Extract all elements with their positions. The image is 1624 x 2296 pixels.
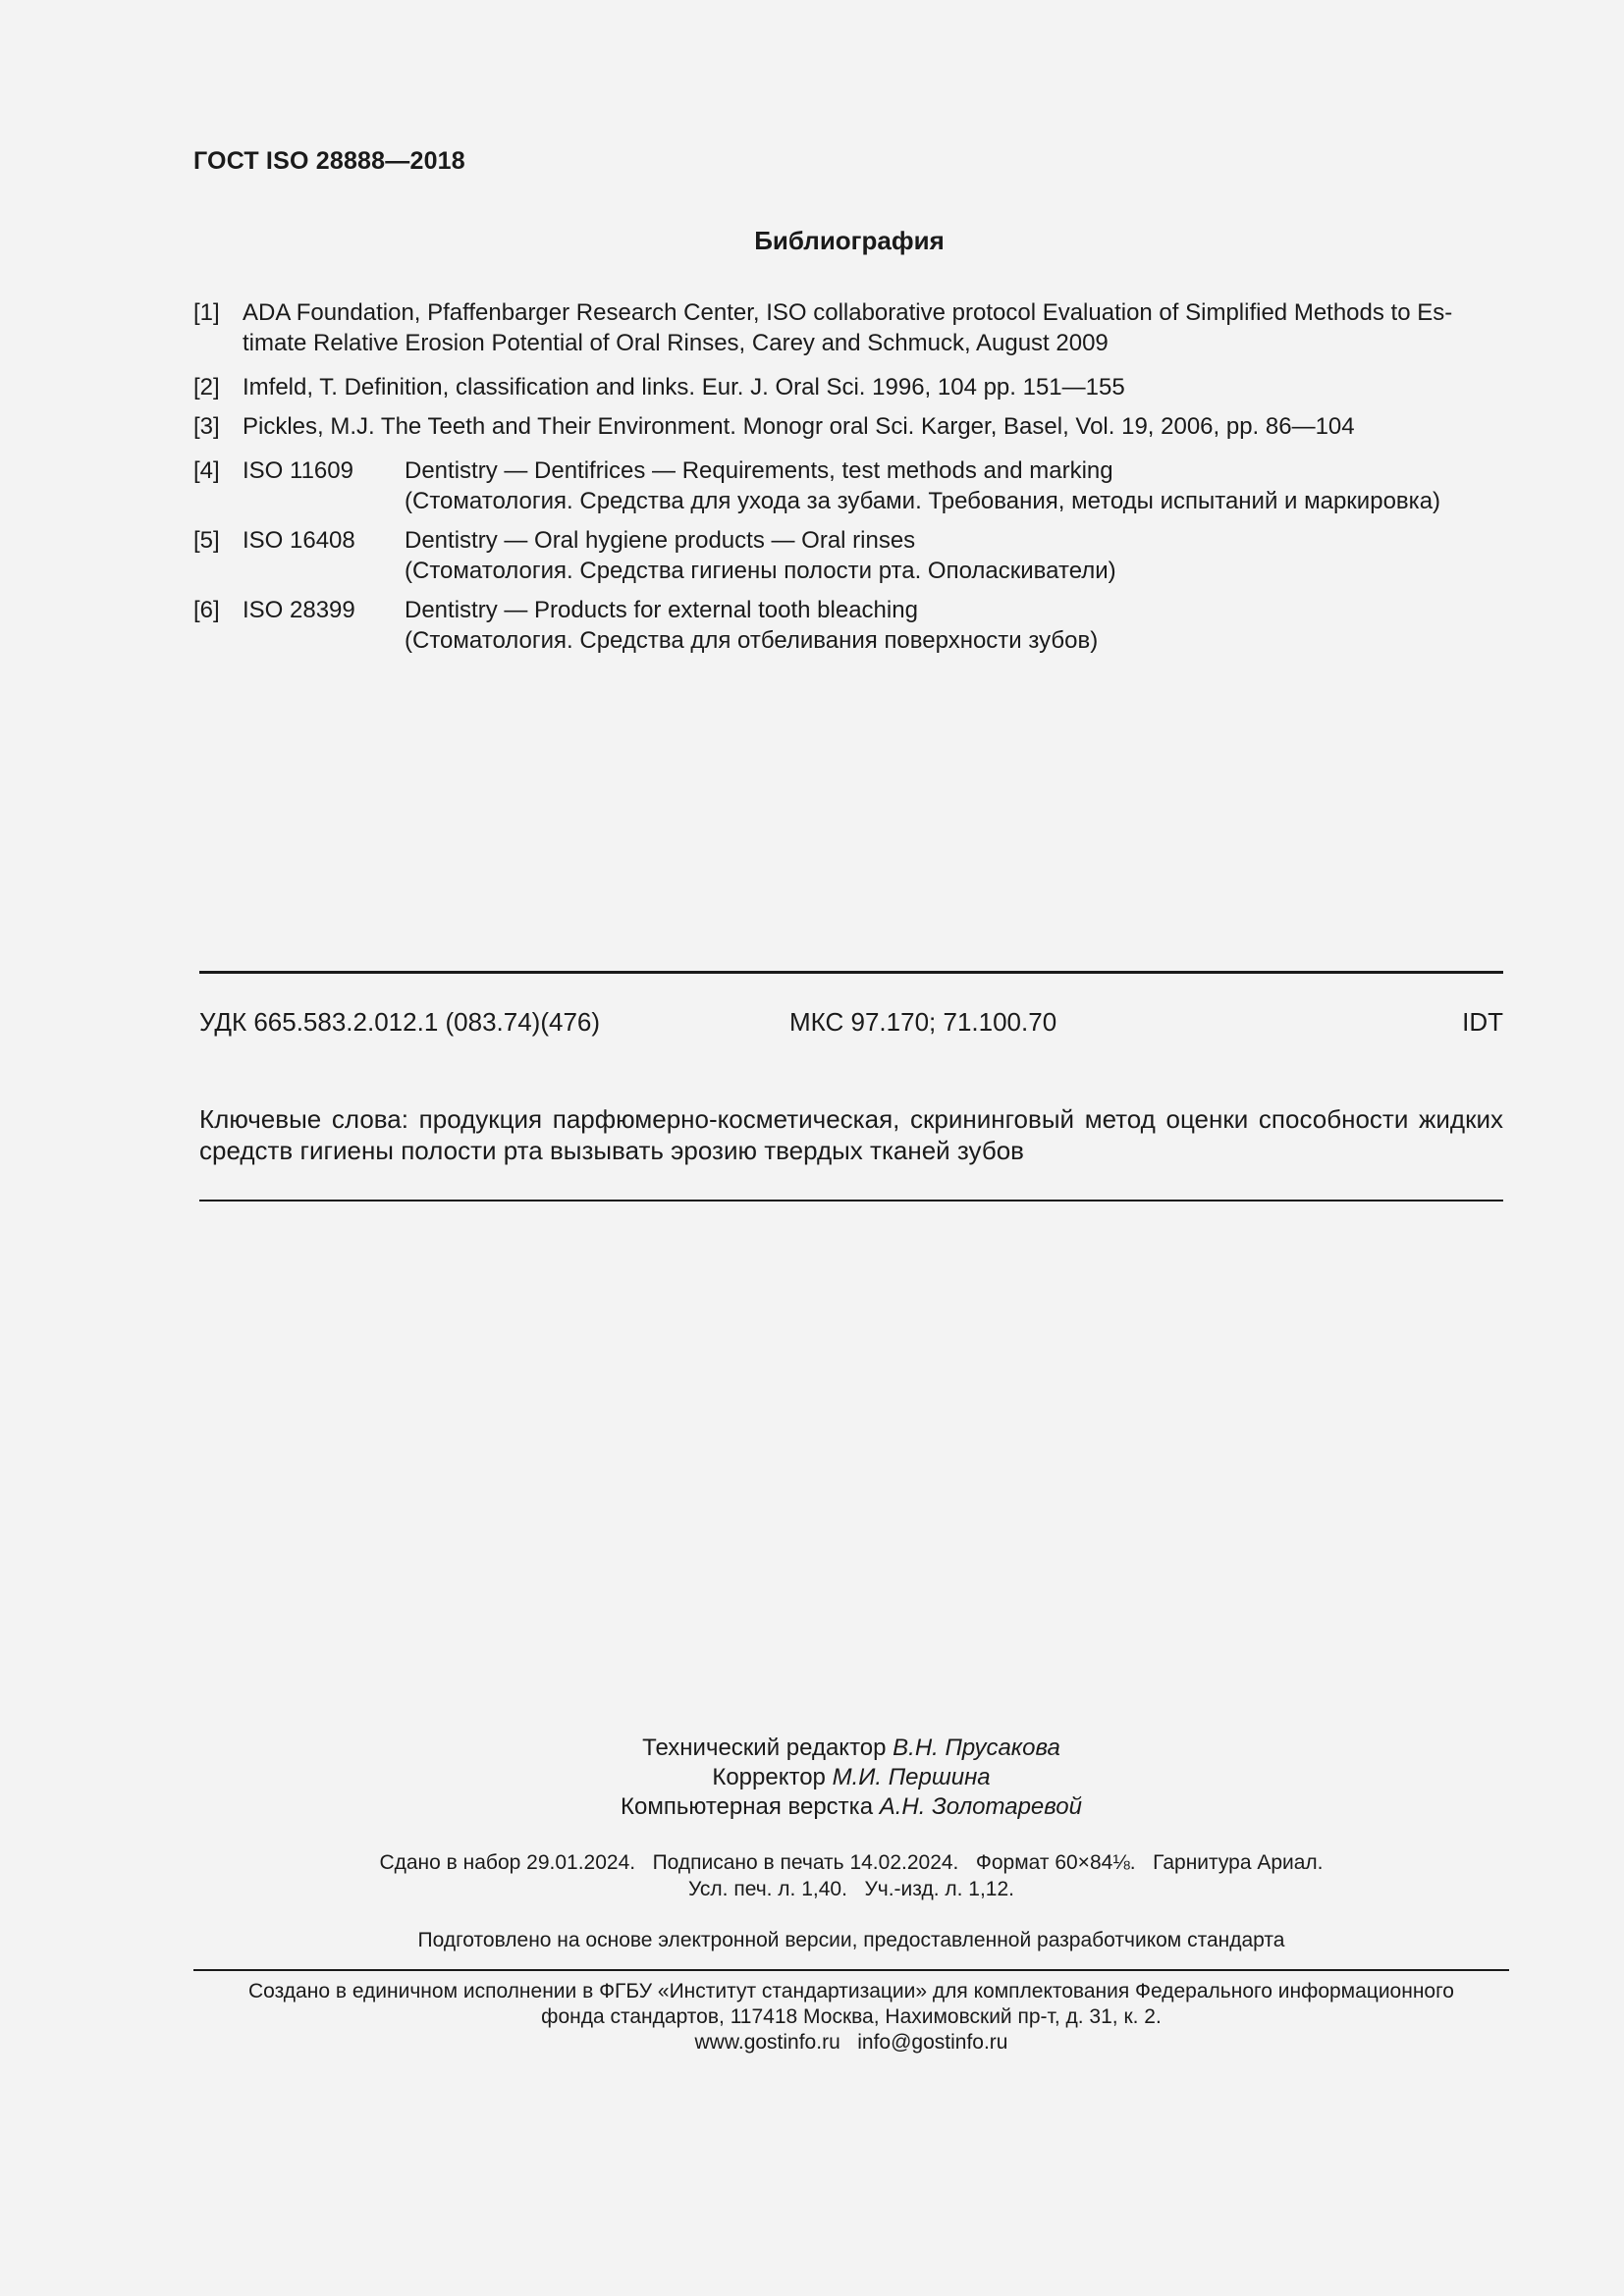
reference-text: Pickles, M.J. The Teeth and Their Environment. Monogr oral Sci. Karger, Basel, Vol. 19, 2006, pp. 86—104	[243, 413, 1355, 440]
reference-code: ISO 16408	[243, 527, 355, 554]
footer-line-1: Создано в единичном исполнении в ФГБУ «Институт стандартизации» для комплектования Федерального информационного	[248, 1980, 1454, 2002]
reference-3	[193, 411, 1509, 442]
imprint	[0, 1849, 1624, 1902]
reference-text: ADA Foundation, Pfaffenbarger Research Center, ISO collaborative protocol Evaluation of Simplified Methods to Es-timate Relative Erosion Potential of Oral Rinses, Carey and Schmuck, August 2009	[243, 299, 1453, 356]
credits	[0, 1734, 1624, 1822]
tech-editor-line	[0, 1734, 1624, 1763]
footer-divider	[193, 1969, 1509, 1971]
reference-title: Dentistry — Dentifrices — Requirements, test methods and marking	[405, 457, 1113, 484]
reference-4	[193, 455, 1509, 516]
footer-line-2: фонда стандартов, 117418 Москва, Нахимовский пр-т, д. 31, к. 2.	[541, 2005, 1162, 2028]
corrector-name: М.И. Першина	[832, 1764, 991, 1790]
reference-code: ISO 28399	[243, 597, 355, 623]
reference-translation: (Стоматология. Средства для ухода за зубами. Требования, методы испытаний и маркировка)	[405, 488, 1441, 514]
footer	[193, 1979, 1509, 2056]
reference-1	[193, 297, 1509, 358]
keywords: Ключевые слова: продукция парфюмерно-косметическая, скрининговый метод оценки способности жидких средств гигиены полости рта вызывать эрозию твердых тканей зубов	[199, 1104, 1503, 1165]
imprint-line-2: Усл. печ. л. 1,40. Уч.-изд. л. 1,12.	[687, 1878, 1014, 1900]
layout-line	[0, 1792, 1624, 1822]
reference-number: [3]	[193, 413, 220, 440]
tech-editor-label: Технический редактор	[642, 1735, 887, 1761]
reference-number: [2]	[193, 374, 220, 400]
standard-code: ГОСТ ISO 28888—2018	[193, 147, 465, 175]
layout-label: Компьютерная верстка	[621, 1793, 874, 1820]
reference-number: [6]	[193, 597, 220, 623]
udk-code: УДК 665.583.2.012.1 (083.74)(476)	[199, 1007, 601, 1037]
reference-title: Dentistry — Oral hygiene products — Oral rinses	[405, 527, 916, 554]
prepared-note: Подготовлено на основе электронной версии, предоставленной разработчиком стандарта	[417, 1929, 1285, 1951]
reference-2	[193, 372, 1509, 402]
top-divider	[199, 971, 1503, 974]
reference-number: [1]	[193, 299, 220, 326]
reference-number: [5]	[193, 527, 220, 554]
reference-6	[193, 595, 1509, 656]
reference-translation: (Стоматология. Средства гигиены полости рта. Ополаскиватели)	[405, 558, 1116, 584]
corrector-line	[0, 1763, 1624, 1792]
reference-number: [4]	[193, 457, 220, 484]
idt-label: IDT	[1462, 1007, 1503, 1037]
reference-text: Imfeld, T. Definition, classification and links. Eur. J. Oral Sci. 1996, 104 pp. 151—155	[243, 374, 1125, 400]
tech-editor-name: В.Н. Прусакова	[893, 1735, 1060, 1761]
imprint-line-1: Сдано в набор 29.01.2024. Подписано в печать 14.02.2024. Формат 60×84⅛. Гарнитура Ариал.	[379, 1851, 1324, 1874]
bottom-divider	[199, 1200, 1503, 1201]
bibliography-title: Библиография	[754, 226, 945, 255]
reference-5	[193, 525, 1509, 586]
reference-title: Dentistry — Products for external tooth bleaching	[405, 597, 918, 623]
mks-code: МКС 97.170; 71.100.70	[789, 1007, 1057, 1037]
reference-translation: (Стоматология. Средства для отбеливания поверхности зубов)	[405, 627, 1099, 654]
reference-code: ISO 11609	[243, 457, 353, 484]
footer-links: www.gostinfo.ru info@gostinfo.ru	[694, 2031, 1008, 2054]
layout-name: А.Н. Золотаревой	[879, 1793, 1082, 1820]
corrector-label: Корректор	[712, 1764, 826, 1790]
